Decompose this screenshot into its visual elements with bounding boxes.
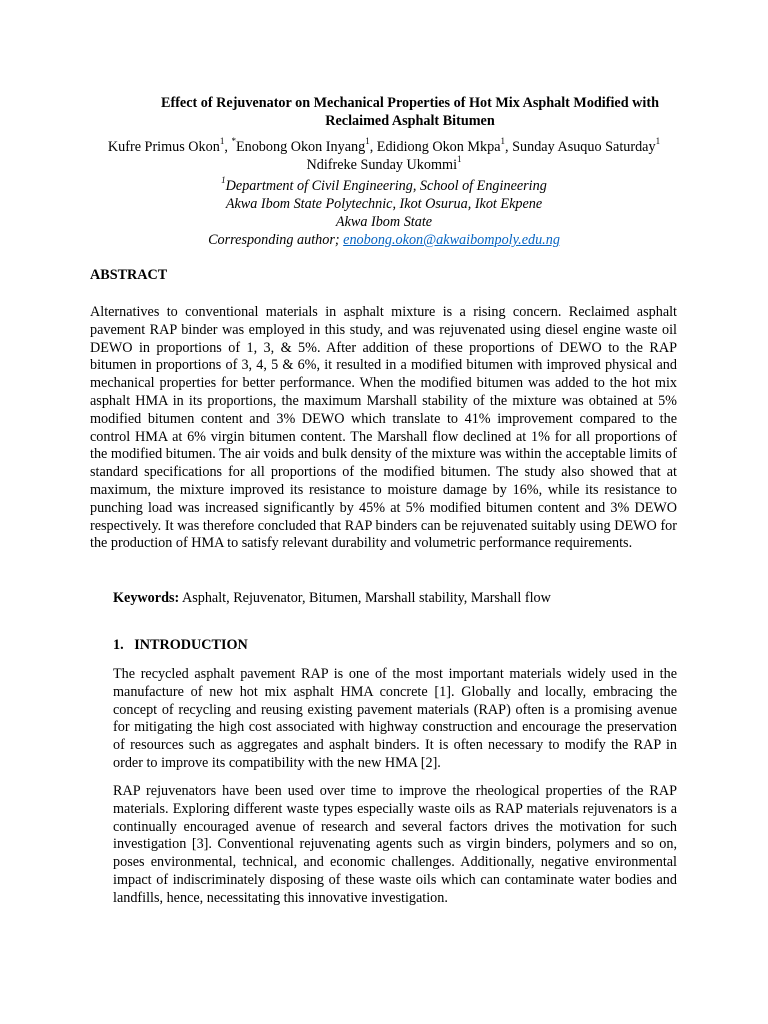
- author-1: Kufre Primus Okon$^1$: [107, 136, 225, 155]
- abstract-heading: ABSTRACT: [90, 267, 168, 283]
- title-line-2: Reclaimed Asphalt Bitumen: [325, 113, 495, 129]
- author-4: Sunday Asuquo Saturday$^1$: [512, 136, 661, 155]
- affiliation-block: [80, 177, 688, 249]
- author-list: [80, 138, 688, 174]
- affiliation-state: Akwa Ibom State: [335, 214, 433, 230]
- introduction-heading: 1. INTRODUCTION: [113, 637, 248, 653]
- affiliation-institution: Akwa Ibom State Polytechnic, Ikot Osurua, Ikot Ekpene: [225, 196, 543, 212]
- keywords-text: Asphalt, Rejuvenator, Bitumen, Marshall stability, Marshall flow: [181, 590, 551, 606]
- intro-paragraph-2: RAP rejuvenators have been used over time to improve the rheological properties of the RAP materials. Exploring different waste types especially waste oils as RAP materials rejuvenators is a continually encouraged avenue of research and several factors drives the motivation for such investigation [3]. Conventional rejuvenating agents such as virgin binders, polymers and so on, poses environmental, technical, and economic challenges. Additionally, negative environmental impact of indiscriminately disposing of these waste oils which can contaminate water bodies and landfills, hence, necessitating this innovative investigation.: [113, 783, 677, 906]
- title-line-1: Effect of Rejuvenator on Mechanical Properties of Hot Mix Asphalt Modified with: [161, 95, 659, 111]
- abstract-text: Alternatives to conventional materials in asphalt mixture is a rising concern. Reclaimed asphalt pavement RAP binder was employed in this study, and was rejuvenated using diesel engine waste oil DEWO in proportions of 1, 3, & 5%. After addition of these proportions of DEWO to the RAP bitumen in proportions of 3, 4, 5 & 6%, it resulted in a modified bitumen with improved physical and mechanical properties for better performance. When the modified bitumen was added to the hot mix asphalt HMA in its proportions, the maximum Marshall stability of the mixture was obtained at 5% modified bitumen content and 3% DEWO which translate to 41% improvement compared to the control HMA at 6% virgin bitumen content. The Marshall flow declined at 1% for all proportions of the modified bitumen. The air voids and bulk density of the mixture was within the acceptable limits of standard specifications for all proportions of the modified bitumen. The study also showed that at maximum, the mixture improved its resistance to moisture damage by 16%, while its resistance to punching load was increased significantly by 45% at 5% modified bitumen content and 3% DEWO respectively. It was therefore concluded that RAP binders can be rejuvenated suitably using DEWO for the production of HMA to satisfy relevant durability and volumetric performance requirements.: [90, 304, 677, 552]
- intro-paragraph-1: The recycled asphalt pavement RAP is one of the most important materials widely used in the manufacture of new hot mix asphalt HMA concrete [1]. Globally and locally, embracing the concept of recycling and reusing existing pavement materials (RAP) often is a promising avenue for mitigating the high cost associated with highway construction and encourage the preservation of resources such as aggregates and asphalt binders. It is often necessary to modify the RAP in order to improve its compatibility with the new HMA [2].: [113, 666, 677, 771]
- paper-title: [140, 94, 680, 130]
- author-3: Edidiong Okon Mkpa$^1$: [376, 136, 506, 155]
- corresponding-email-link[interactable]: enobong.okon@akwaibompoly.edu.ng: [343, 232, 560, 248]
- corresponding-author: Corresponding author; enobong.okon@akwaibompoly.edu.ng: [208, 232, 560, 248]
- keywords-label: Keywords:: [113, 590, 180, 606]
- author-5: Ndifreke Sunday Ukommi$^1$: [306, 154, 462, 173]
- author-line-1: Kufre Primus Okon$^1$, *Enobong Okon Inyang$^1$, Edidiong Okon Mkpa$^1$, Sunday Asuquo Saturday$^1$: [107, 136, 661, 155]
- keywords-line: [113, 590, 551, 607]
- affiliation-dept: $^1$Department of Civil Engineering, School of Engineering: [221, 175, 547, 194]
- author-line-2: [80, 156, 688, 174]
- author-2: *Enobong Okon Inyang$^1$: [231, 136, 370, 155]
